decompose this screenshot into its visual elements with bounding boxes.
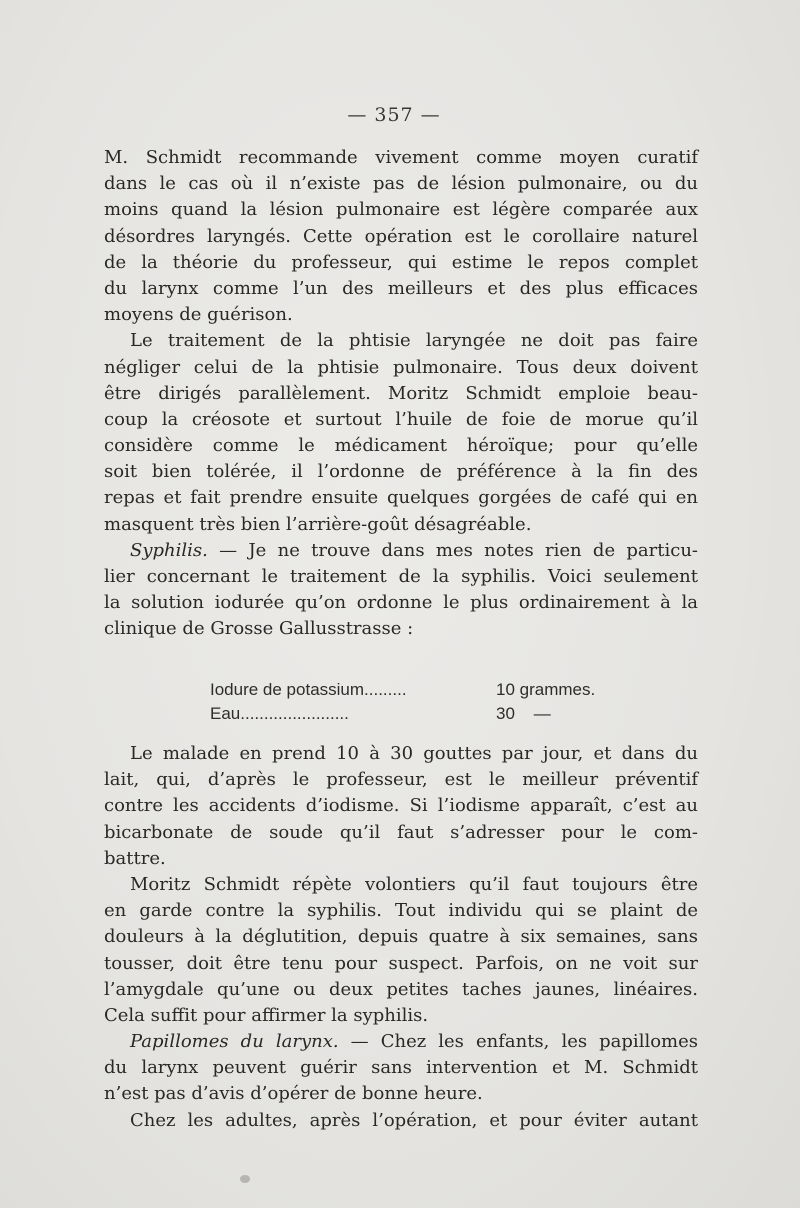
paragraph-line: M. Schmidt recommande vivement comme moyen curatif bbox=[104, 147, 698, 168]
paragraph-line: contre les accidents d’iodisme. Si l’iodisme apparaît, c’est au bbox=[104, 795, 698, 817]
formula-quantity: 10 grammes. bbox=[496, 680, 596, 699]
paragraph-line: masquent très bien l’arrière-goût désagréable. bbox=[104, 513, 532, 535]
paragraph-4 bbox=[104, 741, 698, 872]
paragraph-line: soit bien tolérée, il l’ordonne de préférence à la fin des bbox=[104, 461, 698, 483]
formula-row bbox=[210, 678, 630, 702]
paragraph-line: n’est pas d’avis d’opérer de bonne heure. bbox=[104, 1083, 483, 1105]
formula-quantity: 30 — bbox=[496, 704, 551, 723]
paragraph-line: l’amygdale qu’une ou deux petites taches jaunes, linéaires. bbox=[104, 978, 698, 1000]
paragraph-5 bbox=[104, 872, 698, 1029]
paragraph-line: désordres laryngés. Cette opération est le corollaire naturel bbox=[104, 225, 698, 247]
paragraph-line bbox=[104, 538, 698, 564]
paragraph-line: négliger celui de la phtisie pulmonaire. Tous deux doivent bbox=[104, 356, 698, 378]
formula-ingredient: Iodure de potassium......... bbox=[210, 680, 407, 699]
paragraph-line: la solution iodurée qu’on ordonne le plus ordinairement à la bbox=[104, 592, 698, 614]
paragraph-line: moyens de guérison. bbox=[104, 304, 293, 326]
paragraph-line: coup la créosote et surtout l’huile de foie de morue qu’il bbox=[104, 408, 698, 430]
paragraph-1 bbox=[104, 145, 698, 328]
paragraph-line: en garde contre la syphilis. Tout individu qui se plaint de bbox=[104, 900, 698, 922]
paragraph-line: de la théorie du professeur, qui estime le repos complet bbox=[104, 251, 698, 273]
paragraph-line: Le traitement de la phtisie laryngée ne doit pas faire bbox=[130, 330, 698, 352]
text-block-lower bbox=[104, 741, 698, 1134]
paragraph-line: battre. bbox=[104, 847, 166, 869]
paragraph-line: dans le cas où il n’existe pas de lésion pulmonaire, ou du bbox=[104, 173, 698, 195]
formula-ingredient: Eau....................... bbox=[210, 704, 349, 723]
paragraph-line: considère comme le médicament héroïque; pour qu’elle bbox=[104, 435, 698, 457]
text-block-upper bbox=[104, 145, 698, 643]
paragraph-line: Moritz Schmidt répète volontiers qu’il faut toujours être bbox=[130, 873, 698, 895]
prescription-formula bbox=[210, 678, 630, 726]
paragraph-line: lait, qui, d’après le professeur, est le meilleur préventif bbox=[104, 769, 698, 791]
section-heading-papillomes: Papillomes du larynx. bbox=[130, 1031, 339, 1053]
paragraph-6 bbox=[104, 1029, 698, 1108]
paragraph-line: douleurs à la déglutition, depuis quatre à six semaines, sans bbox=[104, 926, 698, 948]
paragraph-line: être dirigés parallèlement. Moritz Schmidt emploie beau- bbox=[104, 382, 698, 404]
ink-smudge bbox=[240, 1175, 250, 1183]
paragraph-line: repas et fait prendre ensuite quelques gorgées de café qui en bbox=[104, 487, 698, 509]
paragraph-line: Le malade en prend 10 à 30 gouttes par jour, et dans du bbox=[130, 743, 698, 764]
paragraph-line: clinique de Grosse Gallusstrasse : bbox=[104, 618, 414, 640]
paragraph-line: lier concernant le traitement de la syphilis. Voici seulement bbox=[104, 566, 698, 587]
paragraph-line: Chez les adultes, après l’opération, et pour éviter autant bbox=[130, 1109, 698, 1131]
paragraph-line bbox=[104, 1029, 698, 1055]
paragraph-line: Cela suffit pour affirmer la syphilis. bbox=[104, 1004, 429, 1026]
paragraph-line: du larynx peuvent guérir sans intervention et M. Schmidt bbox=[104, 1057, 698, 1079]
paragraph-7 bbox=[104, 1108, 698, 1134]
formula-row bbox=[210, 702, 630, 726]
paragraph-line: bicarbonate de soude qu’il faut s’adresser pour le com- bbox=[104, 821, 698, 843]
page-number: — 357 — bbox=[347, 104, 441, 126]
paragraph-2 bbox=[104, 328, 698, 538]
paragraph-line: moins quand la lésion pulmonaire est légère comparée aux bbox=[104, 199, 698, 221]
paragraph-line-text: — Chez les enfants, les papillomes bbox=[338, 1031, 698, 1053]
paragraph-line: du larynx comme l’un des meilleurs et des plus efficaces bbox=[104, 277, 698, 299]
paragraph-line: tousser, doit être tenu pour suspect. Parfois, on ne voit sur bbox=[104, 952, 698, 974]
section-heading-syphilis: Syphilis. bbox=[130, 539, 208, 561]
paragraph-3 bbox=[104, 538, 698, 643]
paragraph-line-text: — Je ne trouve dans mes notes rien de particu- bbox=[207, 539, 698, 561]
